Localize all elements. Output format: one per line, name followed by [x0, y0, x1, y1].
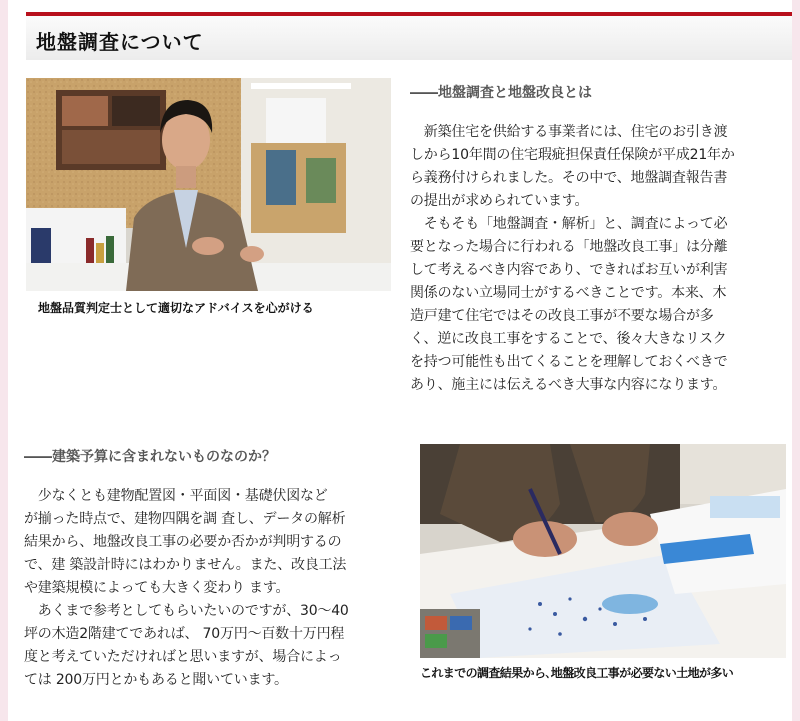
- paragraph-line: や建築規模によっても大きく変わり ます。: [24, 580, 290, 596]
- paragraph-line: しから10年間の住宅瑕疵担保責任保険が平成21年か: [410, 147, 735, 163]
- paragraph-line: く、逆に改良工事をすることで、後々大きなリスク: [410, 331, 727, 347]
- section-header: [26, 12, 792, 60]
- page-title: 地盤調査について: [36, 30, 204, 54]
- section-heading: ――建築予算に含まれないものなのか？: [24, 449, 276, 465]
- paragraph-line: 少なくとも建物配置図・平面図・基礎伏図など: [24, 488, 328, 504]
- paragraph-line: 結果から、地盤改良工事の必要か否かが判明するの: [24, 534, 342, 550]
- paragraph-line: 坪の木造2階建てであれば、 70万円～百数十万円程: [24, 626, 345, 642]
- paragraph-line: して考えるべき内容であり、できればお互いが利害: [410, 262, 728, 278]
- section-body: [24, 485, 404, 692]
- paragraph-line: あくまで参考としてもらいたいのですが、30～40: [24, 603, 349, 619]
- section-heading: ――地盤調査と地盤改良とは: [410, 85, 592, 101]
- section-body: [410, 121, 792, 397]
- paragraph-line: 造戸建て住宅ではその改良工事が不要な場合が多: [410, 308, 714, 324]
- paragraph-line: ては 200万円とかもあると聞いています。: [24, 672, 288, 688]
- page: [8, 0, 792, 721]
- documents-photo: [420, 444, 786, 658]
- paragraph-line: 新築住宅を供給する事業者には、住宅のお引き渡: [410, 124, 728, 140]
- paragraph-line: 要となった場合に行われる「地盤改良工事」は分離: [410, 239, 728, 255]
- paragraph-line: そもそも「地盤調査・解析」と、調査によって必: [410, 216, 728, 232]
- paragraph-line: 度と考えていただければと思いますが、場合によっ: [24, 649, 342, 665]
- paragraph-line: ら義務付けられました。その中で、地盤調査報告書: [410, 170, 728, 186]
- paragraph-line: で、建 築設計時にはわかりません。また、改良工法: [24, 557, 347, 573]
- paragraph-line: を持つ可能性も出てくることを理解しておくべきで: [410, 354, 728, 370]
- interview-photo: [26, 78, 391, 291]
- paragraph-line: が揃った時点で、建物四隅を調 査し、データの解析: [24, 511, 346, 527]
- paragraph-line: あり、施主には伝えるべき大事な内容になります。: [410, 377, 727, 393]
- photo-caption: これまでの調査結果から､地盤改良工事が必要ない土地が多い: [420, 666, 734, 680]
- paragraph-line: の提出が求められています。: [410, 193, 589, 209]
- photo-caption: 地盤品質判定士として適切なアドバイスを心がける: [38, 301, 314, 315]
- paragraph-line: 関係のない立場同士がするべきことです。本来、木: [410, 285, 727, 301]
